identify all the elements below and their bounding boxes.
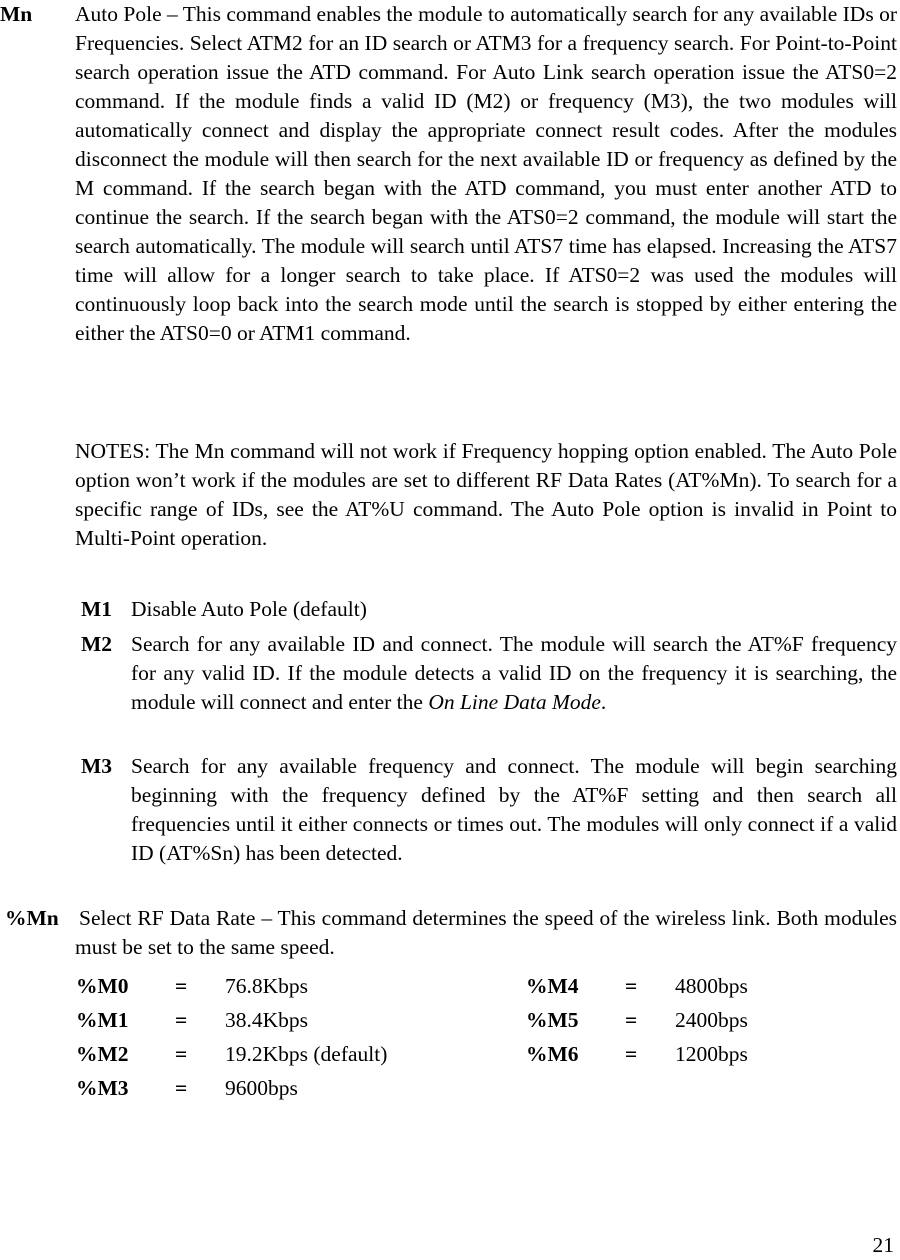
mn-notes-text: NOTES: The Mn command will not work if Frequency hopping option enabled. The Auto Pole option won’t work if the modules are set to different RF Data Rates (AT%Mn). To search for a specific range of IDs, see the AT%U command. The Auto Pole option is invalid in Point to Multi-Point operation. [75, 439, 897, 550]
mn-paragraph: Auto Pole – This command enables the module to automatically search for any available IDs or Frequencies. Select ATM2 for an ID search or ATM3 for a frequency search. For Point-to-Point search operation issue the ATD command. For Auto Link search operation issue the ATS0=2 command. If the module finds a valid ID (M2) or frequency (M3), the two modules will automatically connect and display the appropriate connect result codes. After the modules disconnect the module will then search for the next available ID or frequency as defined by the M command. If the search began with the ATD command, you must enter another ATD to continue the search. If the search began with the ATS0=2 command, the module will start the search automatically. The module will search until ATS7 time has elapsed. Increasing the ATS7 time will allow for a longer search to take place. If ATS0=2 was used the modules will continuously loop back into the search mode until the search is stopped by either entering the either the ATS0=0 or ATM1 command. [75, 2, 897, 345]
rate-code: %M0 [76, 974, 129, 998]
option-m3 [75, 752, 897, 868]
option-m2 [75, 630, 897, 717]
rate-equals: = [625, 1008, 638, 1032]
mn-term: Mn [0, 2, 33, 26]
option-m2-code: M2 [81, 632, 113, 656]
option-m1-text: Disable Auto Pole (default) [131, 597, 367, 621]
mn-notes [0, 437, 897, 553]
pmn-term: %Mn [5, 906, 59, 930]
rate-value: 9600bps [225, 1076, 298, 1100]
page-number: 21 [872, 1233, 894, 1257]
option-m3-text: Search for any available frequency and connect. The module will begin searching beginning with the frequency defined by the AT%F setting and then search all frequencies until it either connects or times out. The modules will only connect if a valid ID (AT%Sn) has been detected. [131, 754, 897, 865]
rate-value: 19.2Kbps (default) [225, 1042, 388, 1066]
option-m2-tail: . [600, 690, 607, 714]
rate-equals: = [175, 1076, 188, 1100]
rate-equals: = [625, 974, 638, 998]
rate-equals: = [625, 1042, 638, 1066]
rate-equals: = [175, 1008, 188, 1032]
option-m3-code: M3 [81, 754, 113, 778]
rate-value: 76.8Kbps [225, 974, 309, 998]
rate-code: %M6 [526, 1042, 579, 1066]
option-m2-emphasis: On Line Data Mode [428, 690, 601, 714]
option-m2-body: Search for any available ID and connect. The module will search the AT%F frequency for any valid ID. If the module detects a valid ID on the frequency it is searching, the module will connect and enter the [131, 632, 897, 714]
rate-code: %M2 [76, 1042, 129, 1066]
rate-code: %M3 [76, 1076, 129, 1100]
rate-value: 38.4Kbps [225, 1008, 309, 1032]
rate-code: %M4 [526, 974, 579, 998]
option-m1-code: M1 [81, 597, 113, 621]
rate-code: %M1 [76, 1008, 129, 1032]
rate-equals: = [175, 974, 188, 998]
rate-value: 2400bps [675, 1008, 748, 1032]
pmn-lead: Select RF Data Rate – This command determines the speed of the wireless link. Both modules must be set to the same speed. [75, 906, 897, 959]
rate-code: %M5 [526, 1008, 579, 1032]
mn-entry [0, 0, 897, 348]
option-m2-text [131, 630, 897, 717]
rate-equals: = [175, 1042, 188, 1066]
rate-value: 4800bps [675, 974, 748, 998]
option-m1 [75, 595, 897, 624]
rate-value: 1200bps [675, 1042, 748, 1066]
